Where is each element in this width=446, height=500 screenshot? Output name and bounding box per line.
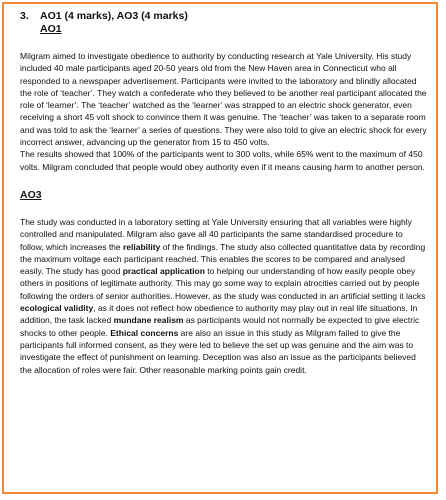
answer-content (20, 10, 428, 376)
question-heading: AO1 (4 marks), AO3 (4 marks) (40, 10, 188, 22)
ao3-paragraph (20, 216, 428, 376)
ao3-text-2: of the findings. The study also collected quantitative data by recording the maximum voltage each participant reached. This enables the scores to be compared and analysed easily. The study has good (20, 241, 426, 277)
answer-box (2, 2, 438, 494)
ao3-keyword-reliability: reliability (123, 241, 161, 252)
ao1-paragraph (20, 50, 428, 173)
ao3-text-4: , as it does not reflect how obedience to authority may play out in real life situations. In addition, the task lacked (20, 303, 418, 326)
ao3-title: AO3 (20, 188, 42, 201)
ao3-keyword-practical-application: practical application (122, 266, 205, 277)
question-header (20, 10, 428, 23)
ao1-text-2: The results showed that 100% of the participants went to 300 volts, while 65% went to the maximum of 450 volts. Milgram concluded that people would obey authority even if it means causing harm to another person. (20, 149, 425, 172)
ao3-keyword-ecological-validity: ecological validity (20, 303, 94, 314)
ao3-keyword-ethical-concerns: Ethical concerns (110, 327, 179, 338)
ao3-text-1: The study was conducted in a laboratory setting at Yale University ensuring that all variables were highly controlled and manipulated. Milgram also gave all 40 participants the same standardised procedure to follow, which increases the (20, 216, 412, 252)
ao3-text-3: to helping our understanding of how easily people obey others in positions of legitimate authority. This may go some way to explain atrocities carried out by people following the orders of senior authorities. However, as the study was conducted in an artificial setting it lacks (20, 266, 426, 301)
ao1-text-1: Milgram aimed to investigate obedience to authority by conducting research at Yale University. His study included 40 male participants aged 20-50 years old from the New Haven area in Connecticut who all responded to a newspaper advertisement. Participants were invited to the laboratory and blindly allocated the role of ‘teacher’. They watch a confederate who they believed to be another real participant allocated the role of ‘learner’. The ‘teacher’ watched as the ‘learner’ was strapped to an electric shock generator, even receiving a short 45 volt shock to convince them it was genuine. The ‘teacher’ was taken to a separate room and was told to ask the ‘learner’ a series of questions. They were also told to give an electric shock for every incorrect answer, advancing up the generator from 15 to 450 volts. (20, 51, 427, 148)
ao3-keyword-mundane-realism: mundane realism (113, 315, 184, 326)
ao1-title: AO1 (40, 23, 62, 35)
ao3-text-5: as participants would not normally be expected to give electric shocks to other people. (20, 315, 420, 338)
ao3-text-6: are also an issue in this study as Milgram failed to give the participants full informed consent, as they were led to believe the set up was genuine and the aim was to investigate the effect of punishment on learning. Deception was also an issue as the participants believed the allocation of roles were fair. Other reasonable marking points gain credit. (20, 327, 416, 375)
question-number: 3. (20, 10, 29, 22)
